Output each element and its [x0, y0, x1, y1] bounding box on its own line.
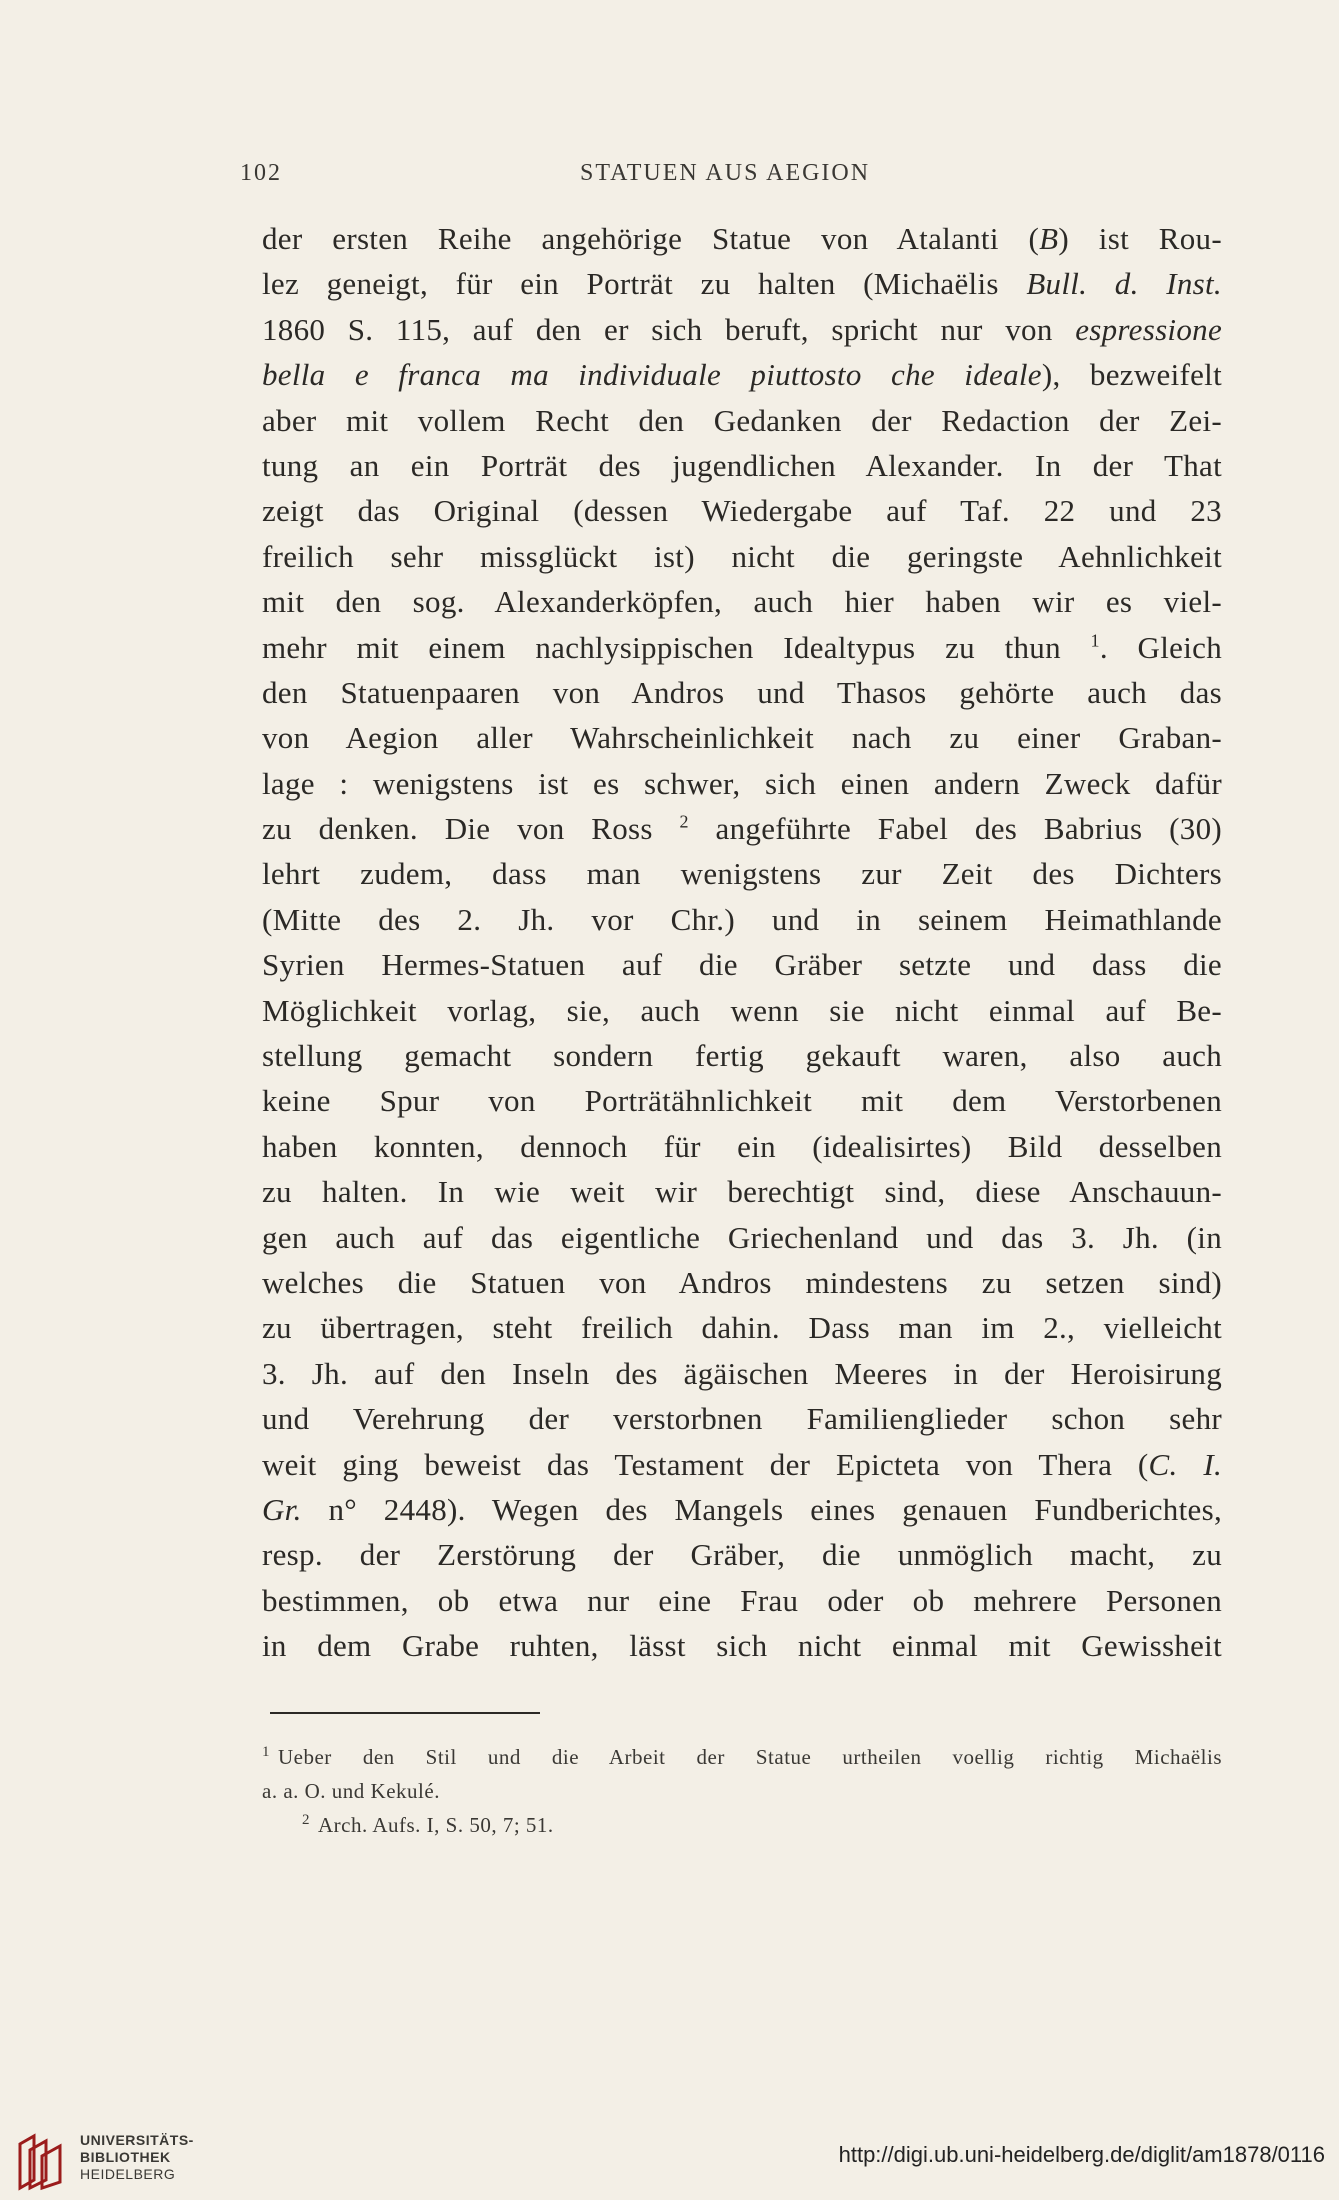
text-line: freilich sehr missglückt ist) nicht die geringste Aehnlichkeit — [262, 538, 1222, 574]
text-line: welches die Statuen von Andros mindestens zu setzen sind) — [262, 1264, 1222, 1300]
text-line: haben konnten, dennoch für ein (idealisirtes) Bild desselben — [262, 1128, 1222, 1164]
text-line: Möglichkeit vorlag, sie, auch wenn sie nicht einmal auf Be- — [262, 992, 1222, 1028]
footnote-marker: 1 — [262, 1744, 270, 1760]
text-line: Gr. n° 2448). Wegen des Mangels eines genauen Fundberichtes, — [262, 1491, 1222, 1527]
text-line: Syrien Hermes-Statuen auf die Gräber setzte und dass die — [262, 947, 1222, 983]
permalink-url[interactable]: http://digi.ub.uni-heidelberg.de/diglit/am1878/0116 — [838, 2142, 1325, 2167]
text-line: weit ging beweist das Testament der Epicteta von Thera (C. I. — [262, 1446, 1223, 1482]
running-header — [240, 160, 1140, 200]
text-line: lage : wenigstens ist es schwer, sich einen andern Zweck dafür — [262, 765, 1222, 801]
text-line: keine Spur von Porträtähnlichkeit mit dem Verstorbenen — [262, 1083, 1222, 1119]
body-text — [262, 216, 1222, 1669]
text-line: zu denken. Die von Ross $^2$ angeführte Fabel des Babrius (30) — [262, 811, 1222, 847]
text-line: von Aegion aller Wahrscheinlichkeit nach zu einer Graban- — [262, 720, 1222, 756]
text-line: in dem Grabe ruhten, lässt sich nicht einmal mit Gewissheit — [262, 1628, 1222, 1664]
text-line: mit den sog. Alexanderköpfen, auch hier haben wir es viel- — [262, 584, 1222, 620]
page-number: 102 — [240, 160, 282, 186]
footnote-text: Ueber den Stil und die Arbeit der Statue urtheilen voellig richtig Michaëlis — [278, 1745, 1222, 1769]
library-name — [80, 2132, 194, 2183]
text-line: (Mitte des 2. Jh. vor Chr.) und in seinem Heimathlande — [262, 901, 1222, 937]
footnote-separator — [270, 1712, 540, 1714]
digitization-footer — [0, 2120, 1339, 2200]
footnotes — [262, 1740, 1222, 1842]
running-title: STATUEN AUS AEGION — [580, 160, 871, 186]
text-line: 1860 S. 115, auf den er sich beruft, spricht nur von espressione — [262, 311, 1222, 347]
footnote-2 — [262, 1808, 1222, 1842]
library-name-line2: BIBLIOTHEK — [80, 2149, 171, 2165]
library-name-line1: UNIVERSITÄTS- — [80, 2132, 194, 2148]
text-line: zu übertragen, steht freilich dahin. Dass man im 2., vielleicht — [262, 1310, 1222, 1346]
library-logo-icon — [14, 2130, 70, 2192]
text-line: mehr mit einem nachlysippischen Idealtypus zu thun $^1$. Gleich — [262, 629, 1222, 665]
text-line: den Statuenpaaren von Andros und Thasos gehörte auch das — [262, 674, 1222, 710]
library-name-line3: HEIDELBERG — [80, 2166, 176, 2182]
text-line: zeigt das Original (dessen Wiedergabe auf Taf. 22 und 23 — [262, 493, 1222, 529]
text-line: aber mit vollem Recht den Gedanken der Redaction der Zei- — [262, 402, 1222, 438]
text-line: tung an ein Porträt des jugendlichen Alexander. In der That — [262, 447, 1222, 483]
text-line: und Verehrung der verstorbnen Familienglieder schon sehr — [262, 1401, 1222, 1437]
text-line: 3. Jh. auf den Inseln des ägäischen Meeres in der Heroisirung — [262, 1355, 1222, 1391]
text-line: stellung gemacht sondern fertig gekauft waren, also auch — [262, 1038, 1222, 1074]
text-line: zu halten. In wie weit wir berechtigt sind, diese Anschauun- — [262, 1174, 1222, 1210]
text-line: der ersten Reihe angehörige Statue von Atalanti (B) ist Rou- — [262, 221, 1222, 256]
text-line: bestimmen, ob etwa nur eine Frau oder ob mehrere Personen — [262, 1582, 1222, 1618]
text-line: bella e franca ma individuale piuttosto che ideale), bezweifelt — [262, 357, 1222, 393]
footnote-1-continuation: a. a. O. und Kekulé. — [262, 1779, 440, 1803]
footnote-marker: 2 — [302, 1812, 310, 1828]
footnote-1 — [262, 1740, 1222, 1774]
text-line: gen auch auf das eigentliche Griechenland und das 3. Jh. (in — [262, 1219, 1222, 1255]
text-line: resp. der Zerstörung der Gräber, die unmöglich macht, zu — [262, 1537, 1222, 1573]
footnote-text: Arch. Aufs. I, S. 50, 7; 51. — [318, 1813, 554, 1837]
text-line: lehrt zudem, dass man wenigstens zur Zeit des Dichters — [262, 856, 1222, 892]
text-line: lez geneigt, für ein Porträt zu halten (Michaëlis Bull. d. Inst. — [262, 266, 1222, 302]
